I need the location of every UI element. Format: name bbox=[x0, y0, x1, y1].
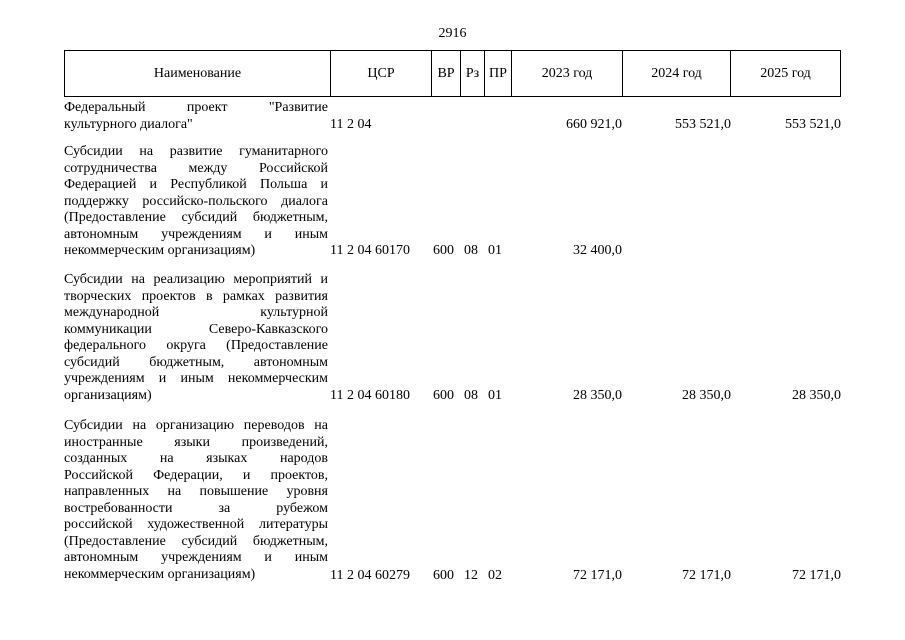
row-pr: 01 bbox=[488, 387, 502, 403]
row-name-line: международной культурной bbox=[64, 305, 328, 320]
row-name-line: Субсидии на развитие гуманитарного bbox=[64, 144, 328, 159]
row-name-line: Субсидии на реализацию мероприятий и bbox=[64, 272, 328, 287]
row-name-line: сотрудничества между Российской bbox=[64, 160, 328, 176]
header-rz: Рз bbox=[461, 51, 485, 97]
row-name-line: учреждениям и иным некоммерческим bbox=[64, 371, 328, 386]
row-vr: 600 bbox=[433, 243, 454, 258]
table-header bbox=[64, 50, 841, 97]
header-2023: 2023 год bbox=[512, 51, 623, 97]
row-name-line: Субсидии на организацию переводов на bbox=[64, 418, 328, 433]
row-name bbox=[64, 100, 328, 133]
row-name-line: Федеральный проект "Развитие bbox=[64, 100, 328, 115]
row-name-line: автономным учреждениям и иным bbox=[64, 226, 328, 242]
row-2023: 32 400,0 bbox=[573, 243, 622, 258]
row-name-line: Российской Федерации, и проектов, bbox=[64, 467, 328, 483]
row-name-line: Федерацией и Республикой Польша и bbox=[64, 177, 328, 192]
row-name-line: (Предоставление субсидий бюджетным, bbox=[64, 533, 328, 549]
row-2025: 28 350,0 bbox=[792, 387, 841, 403]
row-name-line: российской художественной литературы bbox=[64, 517, 328, 532]
row-rz: 08 bbox=[464, 243, 478, 258]
row-name-line: творческих проектов в рамках развития bbox=[64, 288, 328, 304]
row-name-line: созданных на языках народов bbox=[64, 451, 328, 466]
row-csr: 11 2 04 60279 bbox=[330, 568, 410, 583]
row-name-line: востребованности за рубежом bbox=[64, 500, 328, 516]
row-rz: 12 bbox=[464, 568, 478, 583]
row-name-line: поддержку российско-польского диалога bbox=[64, 193, 328, 209]
row-name-line: субсидий бюджетным, автономным bbox=[64, 354, 328, 370]
row-2023: 660 921,0 bbox=[566, 116, 622, 132]
row-2024: 72 171,0 bbox=[682, 568, 731, 583]
row-name-line: культурного диалога" bbox=[64, 116, 193, 132]
header-name: Наименование bbox=[65, 51, 331, 97]
row-csr: 11 2 04 60170 bbox=[330, 243, 410, 258]
row-name-line: некоммерческим организациям) bbox=[64, 566, 256, 582]
row-csr: 11 2 04 60180 bbox=[330, 387, 410, 403]
row-name-line: некоммерческим организациям) bbox=[64, 243, 256, 258]
row-name bbox=[64, 144, 328, 260]
row-pr: 02 bbox=[488, 568, 502, 583]
row-2023: 72 171,0 bbox=[573, 568, 622, 583]
header-2025: 2025 год bbox=[731, 51, 841, 97]
row-vr: 600 bbox=[433, 568, 454, 583]
row-csr: 11 2 04 bbox=[330, 116, 372, 132]
page-number: 2916 bbox=[438, 26, 467, 41]
row-name-line: федерального округа (Предоставление bbox=[64, 338, 328, 353]
row-name bbox=[64, 418, 328, 583]
row-pr: 01 bbox=[488, 243, 502, 258]
header-vr: ВР bbox=[432, 51, 461, 97]
row-2023: 28 350,0 bbox=[573, 387, 622, 403]
row-name-line: автономным учреждениям и иным bbox=[64, 550, 328, 565]
row-name-line: (Предоставление субсидий бюджетным, bbox=[64, 210, 328, 225]
row-rz: 08 bbox=[464, 387, 478, 403]
row-name bbox=[64, 272, 328, 404]
header-pr: ПР bbox=[485, 51, 512, 97]
row-2025: 553 521,0 bbox=[785, 116, 841, 132]
row-vr: 600 bbox=[433, 387, 454, 403]
row-2024: 553 521,0 bbox=[675, 116, 731, 132]
header-csr: ЦСР bbox=[331, 51, 432, 97]
row-name-line: направленных на повышение уровня bbox=[64, 484, 328, 499]
row-name-line: иностранные языки произведений, bbox=[64, 434, 328, 450]
row-name-line: коммуникации Северо-Кавказского bbox=[64, 321, 328, 337]
row-name-line: организациям) bbox=[64, 387, 152, 403]
row-2025: 72 171,0 bbox=[792, 568, 841, 583]
row-2024: 28 350,0 bbox=[682, 387, 731, 403]
header-2024: 2024 год bbox=[623, 51, 731, 97]
